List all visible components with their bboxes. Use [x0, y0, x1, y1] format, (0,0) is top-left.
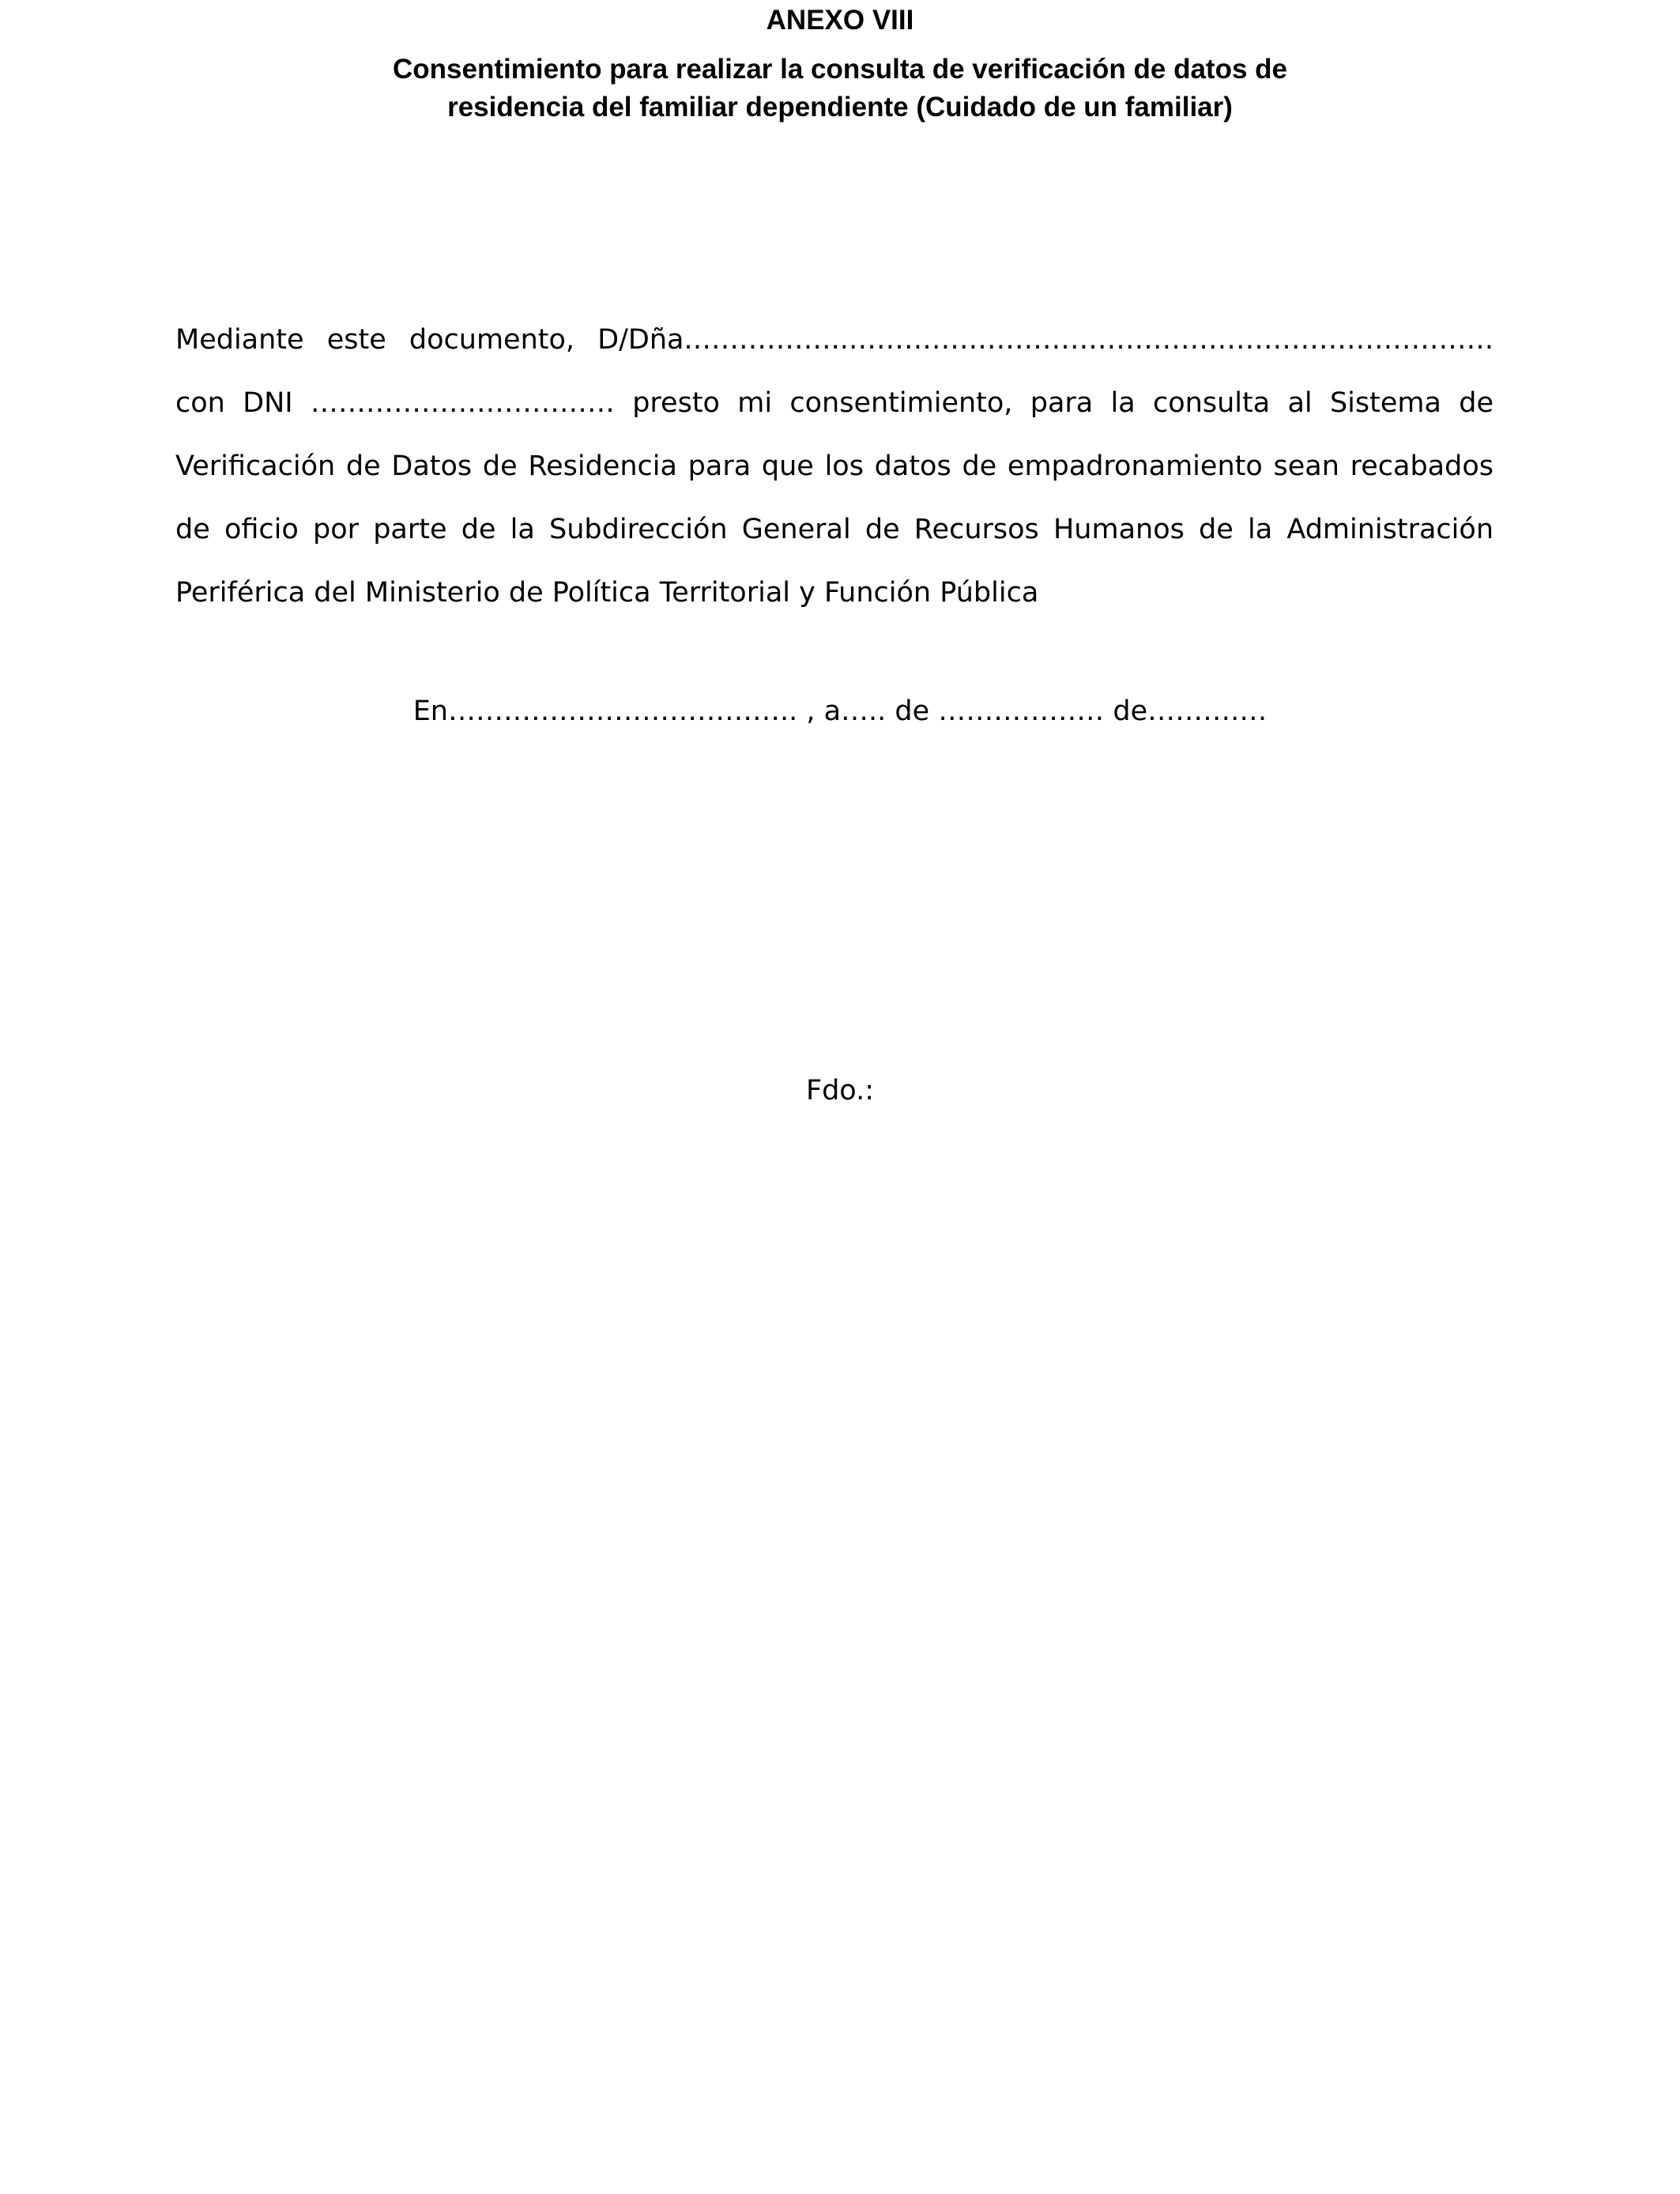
- document-heading: [0, 51, 1680, 126]
- consent-line: Periférica del Ministerio de Política Territorial y Función Pública: [175, 577, 1039, 609]
- consent-line: de oficio por parte de la Subdirección General de Recursos Humanos de la Administración: [175, 514, 1494, 545]
- consent-line: con DNI …………………………… presto mi consentimiento, para la consulta al Sistema de: [175, 387, 1494, 419]
- annex-title: ANEXO VIII: [766, 5, 914, 36]
- signature-label: Fdo.:: [805, 1075, 875, 1106]
- consent-line: Verificación de Datos de Residencia para que los datos de empadronamiento sean recabados: [175, 450, 1494, 482]
- consent-paragraph: [175, 308, 1494, 624]
- consent-line: Mediante este documento, D/Dña.……………..…………………………………………………………….: [175, 324, 1494, 356]
- place-date-line: En……………………………….. , a….. de ……………… de……….…: [412, 696, 1268, 727]
- document-heading-line: Consentimiento para realizar la consulta de verificación de datos de: [393, 54, 1287, 85]
- document-heading-line: residencia del familiar dependiente (Cuidado de un familiar): [447, 92, 1233, 123]
